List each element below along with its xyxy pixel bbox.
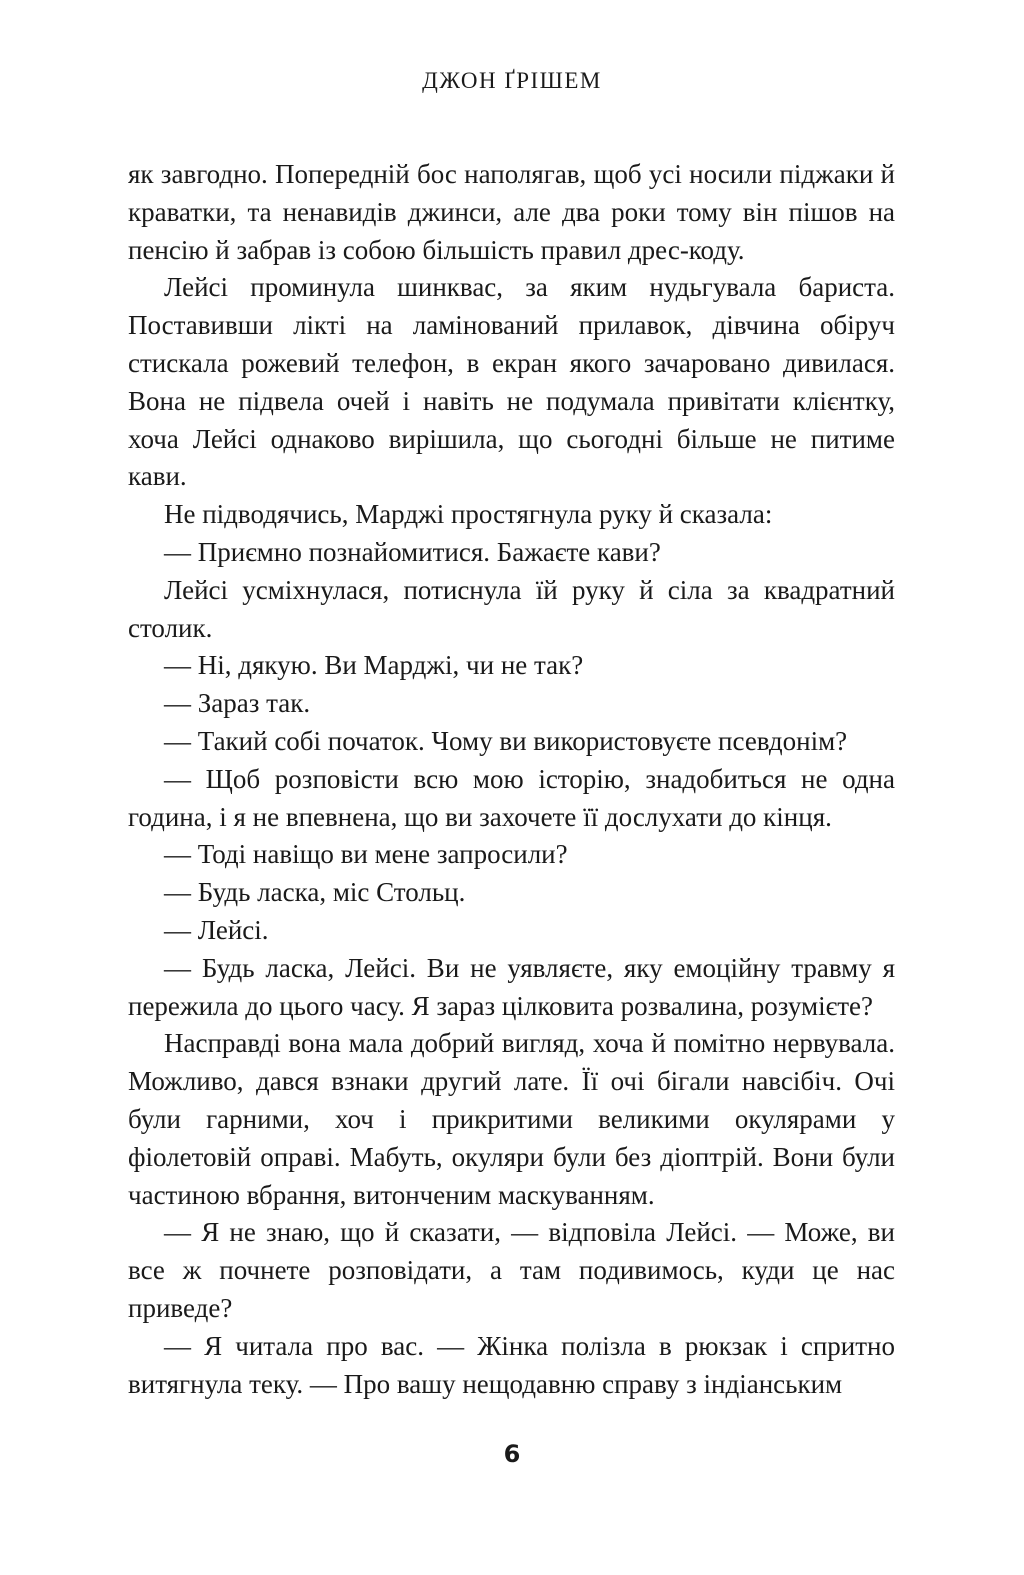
dialogue-line: — Я не знаю, що й сказати, — відповіла Лейсі. — Може, ви все ж почнете розповідати, а там подивимось, куди це нас приведе? <box>128 1217 895 1323</box>
dialogue-line: — Такий собі початок. Чому ви використовуєте псевдонім? <box>164 725 848 756</box>
dialogue-line: — Будь ласка, Лейсі. Ви не уявляєте, яку емоційну травму я пережила до цього часу. Я зараз цілковита розвалина, розумієте? <box>128 952 895 1021</box>
dialogue-line: — Тоді навіщо ви мене запросили? <box>164 839 568 870</box>
body-text <box>128 156 895 1403</box>
dialogue-line: — Лейсі. <box>164 914 269 945</box>
running-head: ДЖОН ҐРІШЕМ <box>422 68 602 93</box>
paragraph: Насправді вона мала добрий вигляд, хоча й помітно нервувала. Можливо, дався взнаки другий лате. Її очі бігали навсібіч. Очі були гарними, хоч і прикритими великими окулярами у фіолетовій оправі. Мабуть, окуляри були без діоптрій. Вони були частиною вбрання, витонченим маскуванням. <box>128 1028 895 1210</box>
dialogue-line: — Ні, дякую. Ви Марджі, чи не так? <box>164 650 584 681</box>
dialogue-line: — Щоб розповісти всю мою історію, знадобиться не одна година, і я не впевнена, що ви захочете її дослухати до кінця. <box>128 763 895 832</box>
paragraph: Лейсі усміхнулася, потиснула їй руку й сіла за квадратний столик. <box>128 574 895 643</box>
paragraph: Не підводячись, Марджі простягнула руку й сказала: <box>164 499 773 530</box>
page-number: 6 <box>503 1440 521 1468</box>
dialogue-line: — Приємно познайомитися. Бажаєте кави? <box>164 536 661 567</box>
dialogue-line: — Зараз так. <box>164 688 311 719</box>
dialogue-line: — Будь ласка, міс Стольц. <box>164 877 466 908</box>
paragraph: Лейсі проминула шинквас, за яким нудьгувала бариста. Поставивши лікті на ламінований прилавок, дівчина обіруч стискала рожевий телефон, в екран якого зачаровано дивилася. Вона не підвела очей і навіть не подумала привітати клієнтку, хоча Лейсі однаково вирішила, що сьогодні більше не питиме кави. <box>128 272 895 492</box>
dialogue-line: — Я читала про вас. — Жінка полізла в рюкзак і спритно витягнула теку. — Про вашу нещодавню справу з індіанським <box>128 1330 895 1399</box>
paragraph: як завгодно. Попередній бос наполягав, щоб усі носили піджаки й краватки, та ненавидів джинси, але два роки тому він пішов на пенсію й забрав із собою більшість правил дрес-коду. <box>128 159 895 265</box>
